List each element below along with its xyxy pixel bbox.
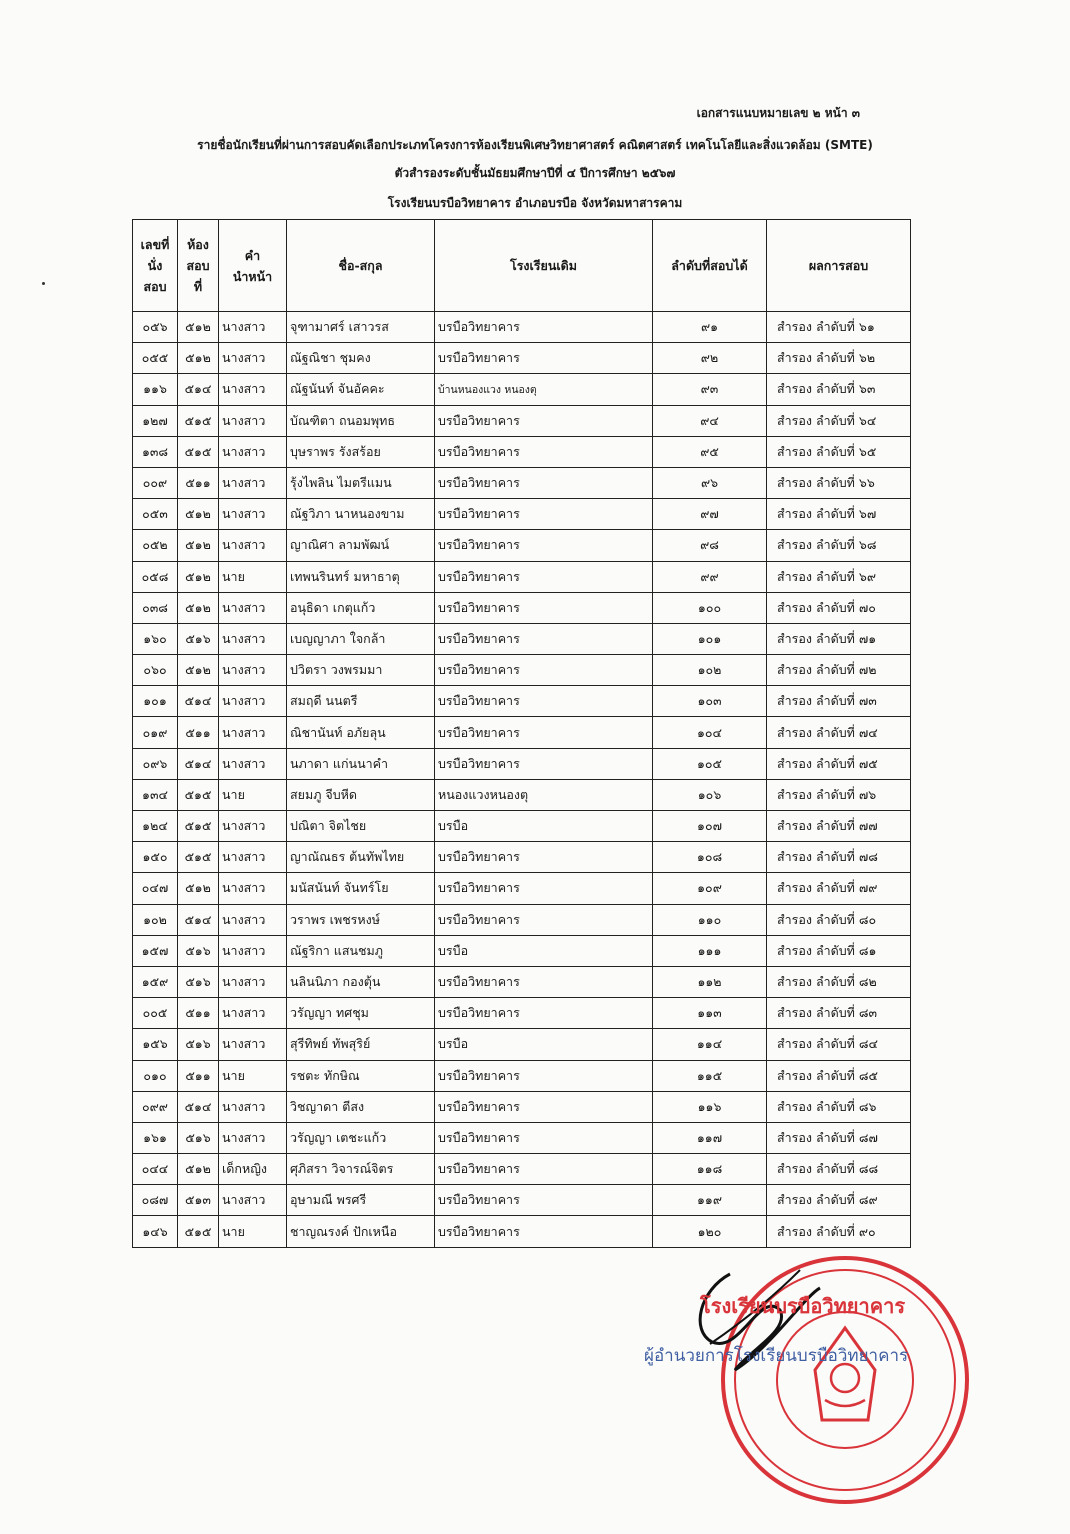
cell-room: ๕๑๒ — [178, 655, 219, 686]
cell-result: สำรอง ลำดับที่ ๘๖ — [767, 1091, 911, 1122]
cell-seat: ๐๔๔ — [133, 1154, 178, 1185]
cell-prefix: นาย — [219, 779, 287, 810]
cell-name: ณัฐวิภา นาหนองขาม — [287, 499, 435, 530]
cell-name: ณิชานันท์ อภัยลุน — [287, 717, 435, 748]
cell-school: บรบือวิทยาคาร — [435, 655, 653, 686]
cell-rank: ๑๐๖ — [653, 779, 767, 810]
cell-result: สำรอง ลำดับที่ ๘๑ — [767, 935, 911, 966]
cell-rank: ๙๗ — [653, 499, 767, 530]
table-row — [133, 1216, 911, 1247]
table-row — [133, 1029, 911, 1060]
cell-name: ณัฐนันท์ จันอัคคะ — [287, 374, 435, 405]
cell-rank: ๑๐๓ — [653, 686, 767, 717]
cell-school: บรบือวิทยาคาร — [435, 842, 653, 873]
table-row — [133, 935, 911, 966]
table-row — [133, 1060, 911, 1091]
cell-seat: ๑๕๗ — [133, 935, 178, 966]
cell-result: สำรอง ลำดับที่ ๗๖ — [767, 779, 911, 810]
cell-school: บรบือวิทยาคาร — [435, 717, 653, 748]
cell-prefix: นางสาว — [219, 592, 287, 623]
cell-name: วรัญญา เตชะแก้ว — [287, 1122, 435, 1153]
cell-prefix: นางสาว — [219, 873, 287, 904]
cell-prefix: นางสาว — [219, 1029, 287, 1060]
table-row — [133, 686, 911, 717]
title-line-1: รายชื่อนักเรียนที่ผ่านการสอบคัดเลือกประเภทโครงการห้องเรียนพิเศษวิทยาศาสตร์ คณิตศาสตร์ เทคโนโลยีและสิ่งแวดล้อม (SMTE) — [197, 138, 873, 152]
cell-name: ชาญณรงค์ ปักเหนือ — [287, 1216, 435, 1247]
cell-room: ๕๑๖ — [178, 1029, 219, 1060]
cell-rank: ๙๔ — [653, 405, 767, 436]
cell-result: สำรอง ลำดับที่ ๖๔ — [767, 405, 911, 436]
cell-name: อุษามณี พรศรี — [287, 1185, 435, 1216]
cell-seat: ๑๕๖ — [133, 1029, 178, 1060]
table-row — [133, 343, 911, 374]
table-row — [133, 467, 911, 498]
cell-rank: ๑๑๑ — [653, 935, 767, 966]
cell-seat: ๑๐๑ — [133, 686, 178, 717]
table-row — [133, 623, 911, 654]
cell-seat: ๐๖๐ — [133, 655, 178, 686]
cell-result: สำรอง ลำดับที่ ๗๕ — [767, 748, 911, 779]
cell-rank: ๑๑๖ — [653, 1091, 767, 1122]
table-row — [133, 561, 911, 592]
cell-result: สำรอง ลำดับที่ ๘๓ — [767, 998, 911, 1029]
cell-rank: ๑๑๐ — [653, 904, 767, 935]
cell-room: ๕๑๒ — [178, 499, 219, 530]
cell-result: สำรอง ลำดับที่ ๗๒ — [767, 655, 911, 686]
cell-name: มนัสนันท์ จันทร์โย — [287, 873, 435, 904]
cell-rank: ๑๑๗ — [653, 1122, 767, 1153]
cell-seat: ๑๐๒ — [133, 904, 178, 935]
cell-prefix: นางสาว — [219, 1091, 287, 1122]
cell-school: บรบือวิทยาคาร — [435, 1185, 653, 1216]
cell-school: บรบือวิทยาคาร — [435, 1091, 653, 1122]
cell-rank: ๑๑๔ — [653, 1029, 767, 1060]
cell-result: สำรอง ลำดับที่ ๖๕ — [767, 436, 911, 467]
table-row — [133, 904, 911, 935]
cell-room: ๕๑๖ — [178, 935, 219, 966]
cell-school: บรบือวิทยาคาร — [435, 561, 653, 592]
speck — [42, 282, 45, 285]
cell-result: สำรอง ลำดับที่ ๖๖ — [767, 467, 911, 498]
cell-name: เบญญาภา ใจกล้า — [287, 623, 435, 654]
cell-rank: ๑๐๐ — [653, 592, 767, 623]
cell-school: บรบือวิทยาคาร — [435, 686, 653, 717]
cell-result: สำรอง ลำดับที่ ๘๘ — [767, 1154, 911, 1185]
cell-rank: ๑๑๕ — [653, 1060, 767, 1091]
cell-seat: ๐๕๘ — [133, 561, 178, 592]
cell-school: บรบือวิทยาคาร — [435, 592, 653, 623]
cell-result: สำรอง ลำดับที่ ๖๙ — [767, 561, 911, 592]
cell-seat: ๑๒๗ — [133, 405, 178, 436]
cell-prefix: นาย — [219, 1216, 287, 1247]
cell-school: บรบือวิทยาคาร — [435, 998, 653, 1029]
cell-rank: ๑๑๘ — [653, 1154, 767, 1185]
cell-result: สำรอง ลำดับที่ ๘๒ — [767, 966, 911, 997]
cell-prefix: นางสาว — [219, 998, 287, 1029]
table-row — [133, 530, 911, 561]
cell-seat: ๑๖๑ — [133, 1122, 178, 1153]
cell-seat: ๐๐๙ — [133, 467, 178, 498]
cell-school: บรบือวิทยาคาร — [435, 1060, 653, 1091]
header-school: โรงเรียนเดิม — [435, 220, 653, 312]
cell-result: สำรอง ลำดับที่ ๗๘ — [767, 842, 911, 873]
cell-room: ๕๑๑ — [178, 467, 219, 498]
cell-name: สยมภู จีบหีด — [287, 779, 435, 810]
cell-seat: ๑๔๖ — [133, 1216, 178, 1247]
title-line-3: โรงเรียนบรบือวิทยาคาร อำเภอบรบือ จังหวัดมหาสารคาม — [387, 196, 683, 210]
cell-name: นภาดา แก่นนาคำ — [287, 748, 435, 779]
table-row — [133, 655, 911, 686]
cell-result: สำรอง ลำดับที่ ๖๑ — [767, 312, 911, 343]
cell-rank: ๑๐๒ — [653, 655, 767, 686]
cell-rank: ๑๐๗ — [653, 811, 767, 842]
cell-school: บรบือวิทยาคาร — [435, 966, 653, 997]
cell-rank: ๙๖ — [653, 467, 767, 498]
cell-seat: ๑๕๙ — [133, 966, 178, 997]
cell-rank: ๙๕ — [653, 436, 767, 467]
table-row — [133, 436, 911, 467]
cell-rank: ๑๑๒ — [653, 966, 767, 997]
cell-seat: ๐๓๘ — [133, 592, 178, 623]
table-row — [133, 717, 911, 748]
cell-room: ๕๑๖ — [178, 966, 219, 997]
cell-school: บรบือวิทยาคาร — [435, 1154, 653, 1185]
cell-room: ๕๑๒ — [178, 530, 219, 561]
cell-seat: ๑๖๐ — [133, 623, 178, 654]
cell-rank: ๙๓ — [653, 374, 767, 405]
results-table — [132, 219, 911, 1248]
cell-result: สำรอง ลำดับที่ ๘๙ — [767, 1185, 911, 1216]
cell-result: สำรอง ลำดับที่ ๘๐ — [767, 904, 911, 935]
cell-school: บรบือ — [435, 935, 653, 966]
cell-prefix: เด็กหญิง — [219, 1154, 287, 1185]
cell-prefix: นางสาว — [219, 655, 287, 686]
cell-name: ณัฐณิชา ชุมคง — [287, 343, 435, 374]
header-result: ผลการสอบ — [767, 220, 911, 312]
cell-room: ๕๑๔ — [178, 686, 219, 717]
cell-seat: ๐๑๐ — [133, 1060, 178, 1091]
cell-prefix: นางสาว — [219, 499, 287, 530]
cell-rank: ๑๐๑ — [653, 623, 767, 654]
document-reference: เอกสารแนบหมายเลข ๒ หน้า ๓ — [696, 106, 860, 120]
cell-room: ๕๑๕ — [178, 779, 219, 810]
cell-seat: ๑๑๖ — [133, 374, 178, 405]
cell-room: ๕๑๔ — [178, 374, 219, 405]
cell-seat: ๐๐๕ — [133, 998, 178, 1029]
cell-rank: ๑๑๓ — [653, 998, 767, 1029]
cell-name: จุฑามาศร์ เสาวรส — [287, 312, 435, 343]
cell-room: ๕๑๕ — [178, 1216, 219, 1247]
cell-seat: ๑๒๔ — [133, 811, 178, 842]
cell-school: บรบือ — [435, 811, 653, 842]
cell-result: สำรอง ลำดับที่ ๘๗ — [767, 1122, 911, 1153]
stamp-text: โรงเรียนบรบือวิทยาคาร — [700, 1294, 906, 1318]
cell-prefix: นางสาว — [219, 467, 287, 498]
cell-school: บรบือวิทยาคาร — [435, 467, 653, 498]
cell-seat: ๐๑๙ — [133, 717, 178, 748]
header-room: ห้อง สอบ ที่ — [178, 220, 219, 312]
cell-name: เทพนรินทร์ มหาธาตุ — [287, 561, 435, 592]
header-seat: เลขที่ นั่ง สอบ — [133, 220, 178, 312]
cell-result: สำรอง ลำดับที่ ๖๗ — [767, 499, 911, 530]
cell-prefix: นางสาว — [219, 312, 287, 343]
table-row — [133, 873, 911, 904]
cell-name: ปณิตา จิตไชย — [287, 811, 435, 842]
cell-room: ๕๑๒ — [178, 343, 219, 374]
cell-result: สำรอง ลำดับที่ ๖๘ — [767, 530, 911, 561]
header-name: ชื่อ-สกุล — [287, 220, 435, 312]
cell-result: สำรอง ลำดับที่ ๖๓ — [767, 374, 911, 405]
cell-room: ๕๑๓ — [178, 1185, 219, 1216]
cell-name: บุษราพร รังสร้อย — [287, 436, 435, 467]
cell-room: ๕๑๕ — [178, 405, 219, 436]
cell-result: สำรอง ลำดับที่ ๗๔ — [767, 717, 911, 748]
cell-rank: ๙๘ — [653, 530, 767, 561]
cell-name: ญาณิศา ลามพัฒน์ — [287, 530, 435, 561]
cell-prefix: นางสาว — [219, 343, 287, 374]
cell-rank: ๑๐๔ — [653, 717, 767, 748]
cell-school: บรบือวิทยาคาร — [435, 1122, 653, 1153]
cell-room: ๕๑๑ — [178, 717, 219, 748]
cell-prefix: นางสาว — [219, 904, 287, 935]
cell-prefix: นางสาว — [219, 436, 287, 467]
cell-room: ๕๑๒ — [178, 561, 219, 592]
cell-room: ๕๑๕ — [178, 436, 219, 467]
cell-room: ๕๑๕ — [178, 842, 219, 873]
cell-result: สำรอง ลำดับที่ ๗๙ — [767, 873, 911, 904]
cell-school: บรบือวิทยาคาร — [435, 343, 653, 374]
cell-seat: ๑๕๐ — [133, 842, 178, 873]
cell-result: สำรอง ลำดับที่ ๗๑ — [767, 623, 911, 654]
cell-school: บรบือวิทยาคาร — [435, 499, 653, 530]
cell-name: วรัญญา ทศชุม — [287, 998, 435, 1029]
cell-seat: ๐๕๓ — [133, 499, 178, 530]
table-row — [133, 1122, 911, 1153]
cell-school: บรบือวิทยาคาร — [435, 873, 653, 904]
cell-prefix: นางสาว — [219, 842, 287, 873]
cell-rank: ๑๐๙ — [653, 873, 767, 904]
cell-seat: ๐๕๒ — [133, 530, 178, 561]
cell-seat: ๐๕๕ — [133, 343, 178, 374]
header-rank: ลำดับที่สอบได้ — [653, 220, 767, 312]
cell-rank: ๙๒ — [653, 343, 767, 374]
cell-seat: ๑๓๘ — [133, 436, 178, 467]
signer-title: ผู้อำนวยการโรงเรียนบรบือวิทยาคาร — [644, 1346, 909, 1366]
cell-name: รชตะ ทักษิณ — [287, 1060, 435, 1091]
cell-name: ณัฐริกา แสนชมภู — [287, 935, 435, 966]
cell-result: สำรอง ลำดับที่ ๗๗ — [767, 811, 911, 842]
cell-prefix: นางสาว — [219, 717, 287, 748]
cell-prefix: นางสาว — [219, 1185, 287, 1216]
cell-room: ๕๑๔ — [178, 748, 219, 779]
cell-prefix: นาย — [219, 1060, 287, 1091]
cell-school: บรบือวิทยาคาร — [435, 436, 653, 467]
cell-name: อนุธิดา เกตุแก้ว — [287, 592, 435, 623]
cell-prefix: นางสาว — [219, 530, 287, 561]
header-row — [133, 220, 911, 312]
table-row — [133, 499, 911, 530]
cell-rank: ๑๐๕ — [653, 748, 767, 779]
cell-room: ๕๑๑ — [178, 998, 219, 1029]
cell-rank: ๙๙ — [653, 561, 767, 592]
table-row — [133, 1091, 911, 1122]
cell-name: ศุภิสรา วิจารณ์จิตร — [287, 1154, 435, 1185]
cell-room: ๕๑๒ — [178, 1154, 219, 1185]
table-row — [133, 592, 911, 623]
cell-room: ๕๑๒ — [178, 592, 219, 623]
cell-seat: ๐๙๖ — [133, 748, 178, 779]
cell-prefix: นางสาว — [219, 935, 287, 966]
cell-result: สำรอง ลำดับที่ ๗๐ — [767, 592, 911, 623]
cell-prefix: นางสาว — [219, 966, 287, 997]
cell-school: บรบือวิทยาคาร — [435, 530, 653, 561]
cell-school: หนองแวงหนองตุ — [435, 779, 653, 810]
cell-name: ปวิตรา วงพรมมา — [287, 655, 435, 686]
cell-room: ๕๑๒ — [178, 312, 219, 343]
cell-name: วิชญาดา ตีสง — [287, 1091, 435, 1122]
cell-name: บัณฑิตา ถนอมพุทธ — [287, 405, 435, 436]
cell-school: บรบือวิทยาคาร — [435, 623, 653, 654]
cell-name: สุรีทิพย์ ทัพสุริย์ — [287, 1029, 435, 1060]
cell-prefix: นางสาว — [219, 374, 287, 405]
cell-result: สำรอง ลำดับที่ ๗๓ — [767, 686, 911, 717]
table-row — [133, 1185, 911, 1216]
cell-room: ๕๑๔ — [178, 1091, 219, 1122]
table-row — [133, 312, 911, 343]
cell-rank: ๙๑ — [653, 312, 767, 343]
cell-prefix: นางสาว — [219, 1122, 287, 1153]
cell-rank: ๑๒๐ — [653, 1216, 767, 1247]
cell-prefix: นางสาว — [219, 623, 287, 654]
cell-seat: ๐๘๗ — [133, 1185, 178, 1216]
table-row — [133, 1154, 911, 1185]
cell-prefix: นางสาว — [219, 686, 287, 717]
cell-result: สำรอง ลำดับที่ ๙๐ — [767, 1216, 911, 1247]
cell-room: ๕๑๑ — [178, 1060, 219, 1091]
cell-seat: ๐๙๙ — [133, 1091, 178, 1122]
cell-school: บรบือวิทยาคาร — [435, 1216, 653, 1247]
cell-room: ๕๑๔ — [178, 904, 219, 935]
cell-rank: ๑๑๙ — [653, 1185, 767, 1216]
cell-seat: ๑๓๔ — [133, 779, 178, 810]
cell-school: บรบือ — [435, 1029, 653, 1060]
cell-seat: ๐๕๖ — [133, 312, 178, 343]
title-line-2: ตัวสำรองระดับชั้นมัธยมศึกษาปีที่ ๔ ปีการศึกษา ๒๕๖๗ — [394, 166, 676, 180]
cell-school: บ้านหนองแวง หนองตุ — [435, 374, 653, 405]
cell-school: บรบือวิทยาคาร — [435, 405, 653, 436]
table-row — [133, 842, 911, 873]
cell-name: ญาณัณธร ต้นทัพไทย — [287, 842, 435, 873]
cell-name: รุ้งไพลิน ไมตรีแมน — [287, 467, 435, 498]
cell-room: ๕๑๕ — [178, 811, 219, 842]
cell-rank: ๑๐๘ — [653, 842, 767, 873]
table-row — [133, 966, 911, 997]
cell-name: วราพร เพชรหงษ์ — [287, 904, 435, 935]
table-row — [133, 374, 911, 405]
table-row — [133, 748, 911, 779]
cell-result: สำรอง ลำดับที่ ๘๕ — [767, 1060, 911, 1091]
cell-school: บรบือวิทยาคาร — [435, 904, 653, 935]
signature-area — [640, 1250, 970, 1530]
cell-school: บรบือวิทยาคาร — [435, 748, 653, 779]
cell-prefix: นางสาว — [219, 811, 287, 842]
cell-prefix: นาย — [219, 561, 287, 592]
table-body — [133, 312, 911, 1248]
cell-name: สมฤดี นนตรี — [287, 686, 435, 717]
cell-name: นลินนิภา กองตุ้น — [287, 966, 435, 997]
header-prefix: คำ นำหน้า — [219, 220, 287, 312]
cell-prefix: นางสาว — [219, 405, 287, 436]
cell-room: ๕๑๒ — [178, 873, 219, 904]
cell-result: สำรอง ลำดับที่ ๘๔ — [767, 1029, 911, 1060]
table-row — [133, 998, 911, 1029]
cell-seat: ๐๔๗ — [133, 873, 178, 904]
cell-room: ๕๑๖ — [178, 1122, 219, 1153]
cell-prefix: นางสาว — [219, 748, 287, 779]
table-row — [133, 811, 911, 842]
cell-school: บรบือวิทยาคาร — [435, 312, 653, 343]
table-row — [133, 779, 911, 810]
cell-result: สำรอง ลำดับที่ ๖๒ — [767, 343, 911, 374]
table-row — [133, 405, 911, 436]
cell-room: ๕๑๖ — [178, 623, 219, 654]
